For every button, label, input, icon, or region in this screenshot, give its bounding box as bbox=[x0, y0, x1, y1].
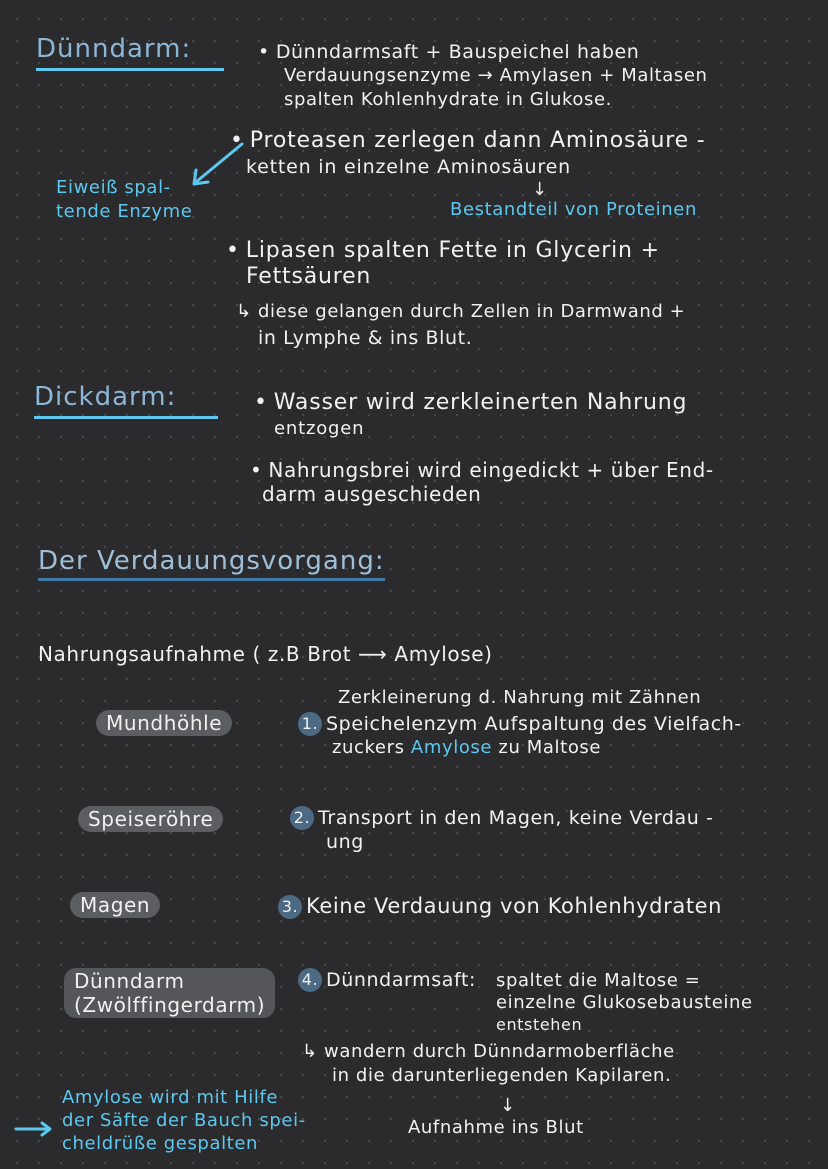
step1-line1 bbox=[298, 712, 742, 736]
duenndarm-bullet-3 bbox=[226, 238, 660, 290]
b3-sub-text1: diese gelangen durch Zellen in Darmwand + bbox=[258, 301, 686, 322]
dickdarm-b1-line1: • Wasser wird zerkleinerten Nahrung bbox=[254, 390, 687, 416]
side-note-eiweiss bbox=[56, 176, 192, 224]
duenndarm-b2-line1: • Proteasen zerlegen dann Aminosäure - bbox=[230, 128, 706, 154]
step4-lead bbox=[298, 968, 476, 992]
note-bestandteil: Bestandteil von Proteinen bbox=[450, 199, 697, 220]
intro-line bbox=[38, 642, 493, 666]
intro-text: Nahrungsaufnahme ( z.B Brot bbox=[38, 642, 352, 666]
step4-result: Aufnahme ins Blut bbox=[408, 1117, 584, 1138]
down-arrow-icon: ↓ bbox=[500, 1095, 516, 1116]
step4-line2: einzelne Glukosebausteine bbox=[496, 992, 753, 1013]
step4-number-badge: 4. bbox=[298, 968, 322, 992]
section-heading-duenndarm: Dünndarm: bbox=[36, 34, 224, 71]
section-heading-dickdarm: Dickdarm: bbox=[34, 382, 218, 419]
dickdarm-b2-line2: darm ausgeschieden bbox=[262, 482, 482, 506]
dickdarm-b2-line1: • Nahrungsbrei wird eingedickt + über End- bbox=[250, 458, 714, 482]
return-arrow-icon: ↳ bbox=[302, 1041, 318, 1062]
note-amylose bbox=[62, 1086, 306, 1155]
step1-line2 bbox=[298, 736, 742, 760]
right-arrow-icon: ⟶ bbox=[358, 642, 388, 666]
duenndarm-bullet-2 bbox=[230, 128, 706, 180]
step3-number-badge: 3. bbox=[278, 895, 302, 919]
organ-label-duenndarm bbox=[64, 968, 275, 1018]
step4-sub-line2: in die darunterliegenden Kapilaren. bbox=[332, 1065, 672, 1086]
dickdarm-bullet-1 bbox=[254, 390, 687, 442]
right-arrow-icon bbox=[14, 1120, 56, 1138]
step1-line1-text: Speichelenzym Aufspaltung des Vielfach- bbox=[326, 713, 742, 735]
return-arrow-icon: ↳ bbox=[236, 301, 252, 322]
down-arrow-icon: ↓ bbox=[532, 179, 548, 200]
step1-text bbox=[298, 712, 742, 760]
step4-line1: spaltet die Maltose = bbox=[496, 970, 701, 991]
duenndarm-b3-sub bbox=[236, 300, 685, 350]
duenndarm-b3-sub-line1 bbox=[236, 300, 685, 324]
dickdarm-b1-line2: entzogen bbox=[274, 418, 365, 439]
organ-duenndarm-line2: (Zwölffingerdarm) bbox=[74, 993, 266, 1017]
step1-pre: Zerkleinerung d. Nahrung mit Zähnen bbox=[338, 687, 702, 708]
step2-line1-text: Transport in den Magen, keine Verdau - bbox=[318, 807, 714, 829]
section-heading-vorgang: Der Verdauungsvorgang: bbox=[38, 546, 385, 581]
step2-text bbox=[290, 806, 714, 854]
step4-sub-line1 bbox=[302, 1040, 675, 1064]
duenndarm-bullet-1 bbox=[258, 40, 708, 112]
step4-sub-text1: wandern durch Dünndarmoberfläche bbox=[324, 1041, 675, 1062]
side-note-line1: Eiweiß spal- bbox=[56, 177, 171, 198]
step4-text bbox=[496, 970, 753, 1036]
dickdarm-bullet-2 bbox=[250, 458, 714, 506]
organ-duenndarm-line1: Dünndarm bbox=[74, 969, 185, 993]
step2-number-badge: 2. bbox=[290, 806, 314, 830]
duenndarm-b3-line1: • Lipasen spalten Fette in Glycerin + bbox=[226, 238, 660, 264]
step4-lead-text: Dünndarmsaft: bbox=[326, 969, 476, 991]
step1-l2a: zuckers bbox=[332, 737, 405, 758]
duenndarm-b1-line1: • Dünndarmsaft + Bauspeichel haben bbox=[258, 40, 708, 64]
note-amylose-line1: Amylose wird mit Hilfe bbox=[62, 1087, 279, 1108]
note-amylose-line2: der Säfte der Bauch spei- bbox=[62, 1110, 306, 1131]
step3-line-text: Keine Verdauung von Kohlenhydraten bbox=[306, 894, 723, 918]
duenndarm-b1-line3: spalten Kohlenhydrate in Glukose. bbox=[284, 89, 612, 110]
duenndarm-b3-sub-line2: in Lymphe & ins Blut. bbox=[258, 327, 473, 349]
step2-line2: ung bbox=[326, 831, 364, 853]
note-amylose-line3: cheldrüße gespalten bbox=[62, 1133, 259, 1154]
duenndarm-b1-line2: Verdauungsenzyme → Amylasen + Maltasen bbox=[284, 65, 708, 86]
step1-amylose: Amylose bbox=[410, 737, 493, 758]
intro-tail: Amylose) bbox=[394, 642, 493, 666]
step1-number-badge: 1. bbox=[298, 712, 322, 736]
step3-text bbox=[278, 894, 722, 919]
duenndarm-b3-line2: Fettsäuren bbox=[246, 264, 372, 289]
step4-sub bbox=[302, 1040, 675, 1088]
organ-label-magen: Magen bbox=[70, 892, 160, 918]
step2-line1 bbox=[290, 806, 714, 830]
organ-label-speiseroehre: Speiseröhre bbox=[78, 806, 223, 832]
side-note-line2: tende Enzyme bbox=[56, 201, 193, 222]
organ-label-mundhoehle: Mundhöhle bbox=[96, 710, 232, 736]
step4-line3: entstehen bbox=[496, 1015, 583, 1034]
duenndarm-b2-line2: ketten in einzelne Aminosäuren bbox=[246, 156, 571, 178]
step1-l2c: zu Maltose bbox=[498, 737, 602, 758]
